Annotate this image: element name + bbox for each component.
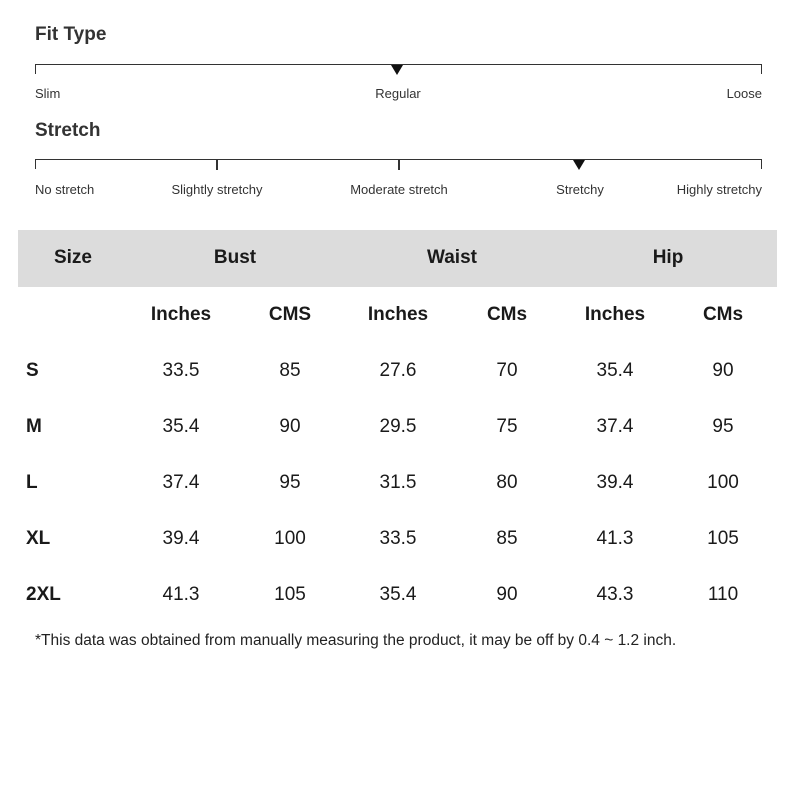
fit-type-label-slim: Slim	[35, 86, 61, 101]
table-cell: 95	[712, 416, 734, 437]
stretch-tick	[216, 160, 218, 170]
table-cell: 35.4	[379, 584, 417, 605]
table-cell: 100	[274, 528, 306, 549]
table-cell: 41.3	[162, 584, 200, 605]
table-cell: 75	[496, 416, 518, 437]
size-label: XL	[26, 528, 51, 549]
table-cell: 95	[279, 472, 301, 493]
table-cell: 39.4	[162, 528, 200, 549]
header-hip: Hip	[652, 247, 684, 268]
fit-type-marker-icon	[391, 65, 403, 75]
stretch-marker-icon	[573, 160, 585, 170]
measurement-note: *This data was obtained from manually measuring the product, it may be off by 0.4 ~ 1.2 inch.	[35, 632, 677, 649]
table-cell: 110	[707, 584, 739, 605]
table-cell: 37.4	[162, 472, 200, 493]
header-size: Size	[53, 247, 93, 268]
table-cell: 105	[274, 584, 306, 605]
table-cell: 35.4	[596, 360, 634, 381]
table-cell: 70	[496, 360, 518, 381]
subheader-hip-inches: Inches	[584, 304, 646, 325]
header-waist: Waist	[427, 247, 477, 268]
size-label: M	[26, 416, 42, 437]
table-cell: 31.5	[379, 472, 417, 493]
table-cell: 90	[279, 416, 301, 437]
size-label: S	[26, 360, 39, 381]
table-cell: 29.5	[379, 416, 417, 437]
stretch-label-highly: Highly stretchy	[676, 182, 762, 197]
stretch-scale	[35, 159, 762, 169]
table-cell: 100	[707, 472, 739, 493]
subheader-waist-inches: Inches	[367, 304, 429, 325]
table-cell: 33.5	[379, 528, 417, 549]
fit-type-title: Fit Type	[35, 24, 107, 45]
subheader-bust-cms: CMS	[268, 304, 312, 325]
table-cell: 90	[496, 584, 518, 605]
fit-type-label-regular: Regular	[375, 86, 421, 101]
table-cell: 33.5	[162, 360, 200, 381]
stretch-title: Stretch	[35, 120, 101, 141]
header-bust: Bust	[213, 247, 257, 268]
table-cell: 27.6	[379, 360, 417, 381]
table-cell: 35.4	[162, 416, 200, 437]
subheader-waist-cms: CMs	[486, 304, 528, 325]
size-label: L	[26, 472, 38, 493]
table-cell: 39.4	[596, 472, 634, 493]
subheader-hip-cms: CMs	[702, 304, 744, 325]
stretch-tick	[398, 160, 400, 170]
stretch-label-slightly: Slightly stretchy	[171, 182, 263, 197]
subheader-bust-inches: Inches	[150, 304, 212, 325]
table-cell: 43.3	[596, 584, 634, 605]
table-cell: 105	[707, 528, 739, 549]
table-cell: 90	[712, 360, 734, 381]
table-cell: 37.4	[596, 416, 634, 437]
fit-type-label-loose: Loose	[726, 86, 762, 101]
stretch-label-stretchy: Stretchy	[556, 182, 604, 197]
size-label: 2XL	[26, 584, 61, 605]
table-cell: 85	[496, 528, 518, 549]
stretch-label-moderate: Moderate stretch	[350, 182, 448, 197]
table-cell: 41.3	[596, 528, 634, 549]
table-cell: 85	[279, 360, 301, 381]
stretch-label-no-stretch: No stretch	[35, 182, 95, 197]
table-cell: 80	[496, 472, 518, 493]
